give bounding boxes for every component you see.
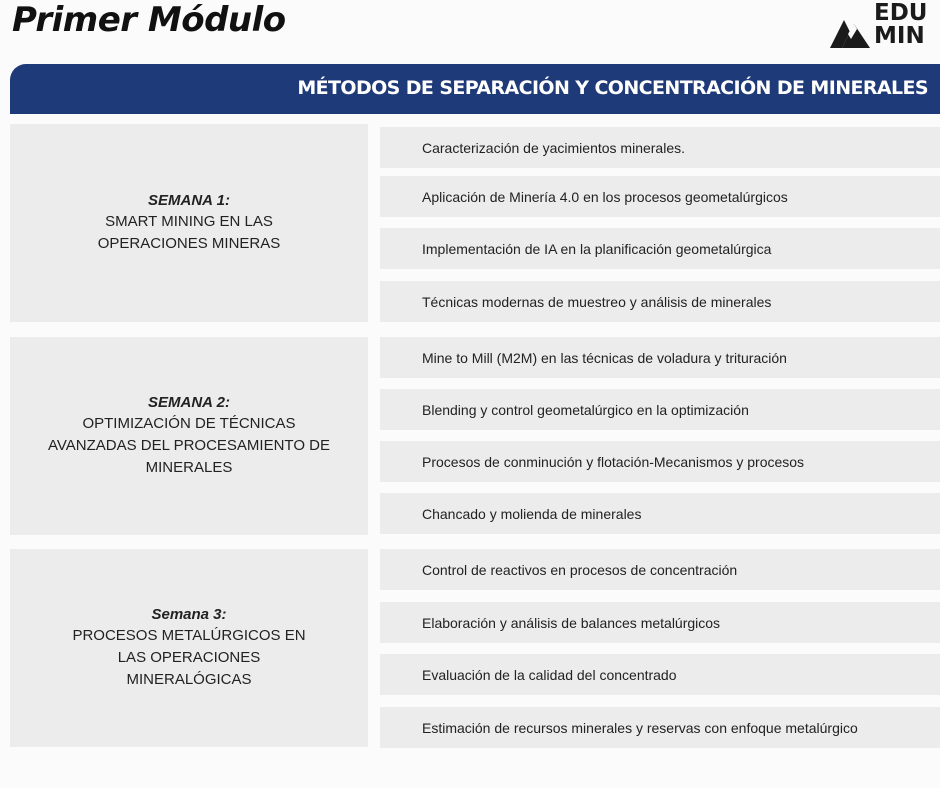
topic-item: Mine to Mill (M2M) en las técnicas de voladura y trituración [380,337,940,378]
week-1-title: SEMANA 1: [148,191,230,209]
logo-text-edu: EDU [874,0,928,26]
mountain-icon [828,6,872,50]
topic-item: Caracterización de yacimientos minerales. [380,127,940,168]
topic-item: Elaboración y análisis de balances metalúrgicos [380,602,940,643]
week-1-subtitle: SMART MINING EN LAS OPERACIONES MINERAS [97,212,281,252]
banner-title: MÉTODOS DE SEPARACIÓN Y CONCENTRACIÓN DE MINERALES [297,77,928,99]
topic-item: Aplicación de Minería 4.0 en los procesos geometalúrgicos [380,176,940,217]
week-2-block [10,337,368,535]
week-1-block [10,124,368,322]
page-title: Primer Módulo [12,0,286,40]
week-3-subtitle: PROCESOS METALÚRGICOS EN LAS OPERACIONES MINERALÓGICAS [72,626,306,688]
logo-text-min: MIN [874,23,925,49]
module-banner [10,64,940,114]
topic-item: Técnicas modernas de muestreo y análisis de minerales [380,281,940,322]
topic-item: Estimación de recursos minerales y reservas con enfoque metalúrgico [380,707,940,748]
topic-item: Procesos de conminución y flotación-Mecanismos y procesos [380,441,940,482]
week-3-block [10,549,368,747]
week-2-title: SEMANA 2: [148,393,230,411]
topic-item: Implementación de IA en la planificación geometalúrgica [380,228,940,269]
topic-item: Control de reactivos en procesos de concentración [380,549,940,590]
topic-item: Blending y control geometalúrgico en la optimización [380,389,940,430]
topic-item: Chancado y molienda de minerales [380,493,940,534]
week-2-subtitle: OPTIMIZACIÓN DE TÉCNICAS AVANZADAS DEL PROCESAMIENTO DE MINERALES [47,414,330,476]
week-3-title: Semana 3: [151,605,227,623]
edumin-logo [828,2,938,52]
topic-item: Evaluación de la calidad del concentrado [380,654,940,695]
